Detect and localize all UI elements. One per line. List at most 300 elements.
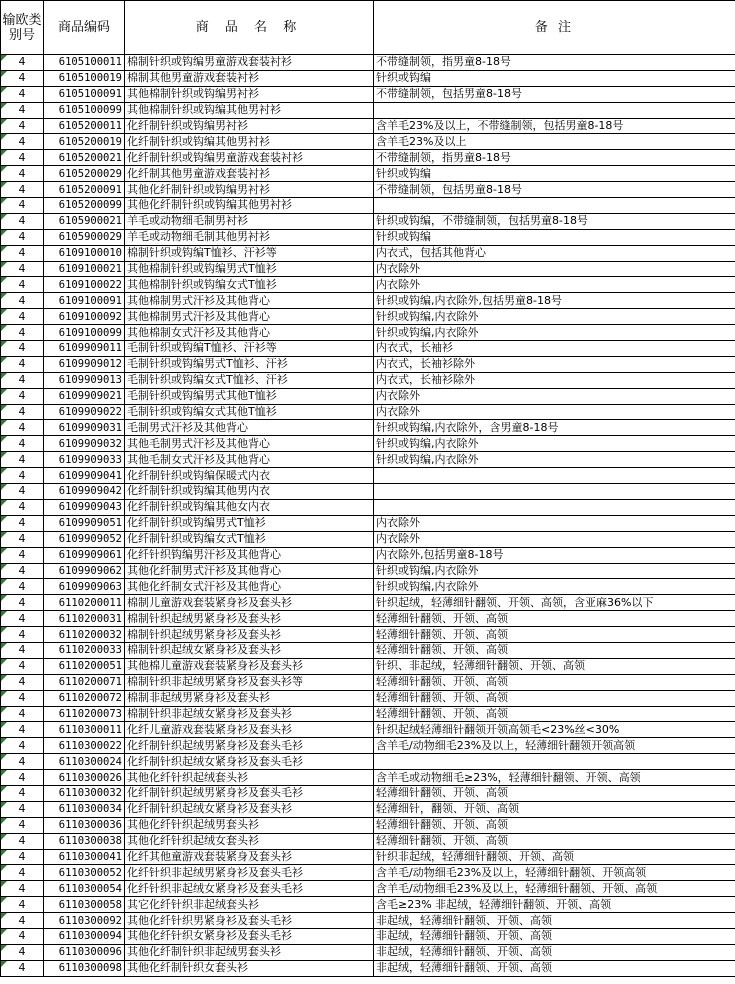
table-row: [1, 611, 735, 627]
category-cell[interactable]: [1, 833, 44, 849]
note-cell[interactable]: 针织或钩编: [374, 70, 735, 86]
name-cell[interactable]: 其他化纤制针织或钩编其他男衬衫: [125, 198, 374, 214]
note-cell[interactable]: [374, 754, 735, 770]
category-cell[interactable]: [1, 118, 44, 134]
name-cell[interactable]: 其他棉制针织或钩编女式T恤衫: [125, 277, 374, 293]
name-cell[interactable]: 毛制男式汗衫及其他背心: [125, 420, 374, 436]
name-cell[interactable]: 其他化纤制针织或钩编男衬衫: [125, 182, 374, 198]
category-cell[interactable]: [1, 770, 44, 786]
name-cell[interactable]: 羊毛或动物细毛制其他男衬衫: [125, 229, 374, 245]
note-cell[interactable]: 内衣式，长袖衫: [374, 341, 735, 357]
category-cell[interactable]: [1, 690, 44, 706]
name-cell[interactable]: 其他化纤针织男紧身衫及套头毛衫: [125, 913, 374, 929]
name-cell[interactable]: 棉制针织起绒男紧身衫及套头衫: [125, 611, 374, 627]
name-cell[interactable]: 化纤针织钩编男汗衫及其他背心: [125, 547, 374, 563]
table-row: [1, 118, 735, 134]
table-row: [1, 86, 735, 102]
code-cell[interactable]: 6109909033: [44, 452, 125, 468]
name-cell[interactable]: 化纤制针织起绒男紧身衫及套头毛衫: [125, 738, 374, 754]
name-cell[interactable]: 化纤其他童游戏套装紧身及套头衫: [125, 849, 374, 865]
name-cell[interactable]: 化纤制针织或钩编男式T恤衫: [125, 515, 374, 531]
note-cell[interactable]: 不带缝制领，包括男童8-18号: [374, 182, 735, 198]
error-indicator-icon: [1, 548, 7, 554]
name-cell[interactable]: 化纤制针织或钩编男衬衫: [125, 118, 374, 134]
category-value: 4: [18, 468, 26, 482]
table-row: [1, 722, 735, 738]
name-cell[interactable]: 化纤制针织或钩编女式T恤衫: [125, 531, 374, 547]
error-indicator-icon: [1, 262, 7, 268]
note-cell[interactable]: 针织起绒轻薄细针翻领开领高领毛<23%丝<30%: [374, 722, 735, 738]
category-value: 4: [18, 865, 26, 879]
error-indicator-icon: [1, 961, 7, 967]
note-cell[interactable]: [374, 484, 735, 500]
name-cell[interactable]: 化纤制针织或钩编其他女内衣: [125, 499, 374, 515]
code-cell[interactable]: 6105900021: [44, 213, 125, 229]
category-cell[interactable]: [1, 356, 44, 372]
category-cell[interactable]: [1, 674, 44, 690]
category-cell[interactable]: [1, 627, 44, 643]
category-value: 4: [18, 849, 26, 863]
name-cell[interactable]: 化纤制针织或钩编其他男内衣: [125, 484, 374, 500]
error-indicator-icon: [1, 786, 7, 792]
category-cell[interactable]: [1, 611, 44, 627]
category-cell[interactable]: [1, 134, 44, 150]
category-cell[interactable]: [1, 722, 44, 738]
note-cell[interactable]: 内衣式，长袖衫除外: [374, 372, 735, 388]
name-cell[interactable]: 棉制儿童游戏套装紧身衫及套头衫: [125, 595, 374, 611]
error-indicator-icon: [1, 611, 7, 617]
category-cell[interactable]: [1, 706, 44, 722]
category-cell[interactable]: [1, 515, 44, 531]
name-cell[interactable]: 其他化纤制针织女套头衫: [125, 960, 374, 976]
name-cell[interactable]: 羊毛或动物细毛制男衬衫: [125, 213, 374, 229]
category-cell[interactable]: [1, 563, 44, 579]
category-value: 4: [18, 436, 26, 450]
name-cell[interactable]: 化纤制针织或钩编男童游戏套装衬衫: [125, 150, 374, 166]
code-cell[interactable]: 6109909021: [44, 388, 125, 404]
note-cell[interactable]: 针织或钩编,内衣除外: [374, 325, 735, 341]
category-value: 4: [18, 818, 26, 832]
error-indicator-icon: [1, 230, 7, 236]
category-cell[interactable]: [1, 55, 44, 71]
name-cell[interactable]: 毛制针织或钩编T恤衫、汗衫等: [125, 341, 374, 357]
name-cell[interactable]: 棉制其他男童游戏套装衬衫: [125, 70, 374, 86]
note-cell[interactable]: 针织或钩编,内衣除外: [374, 309, 735, 325]
code-cell[interactable]: 6110300096: [44, 944, 125, 960]
name-cell[interactable]: 其他棉制女式汗衫及其他背心: [125, 325, 374, 341]
error-indicator-icon: [1, 500, 7, 506]
note-cell[interactable]: 含毛≥23% 非起绒，轻薄细针翻领、开领、高领: [374, 897, 735, 913]
category-cell[interactable]: [1, 436, 44, 452]
code-cell[interactable]: 6105200019: [44, 134, 125, 150]
name-cell[interactable]: 其他棉制男式汗衫及其他背心: [125, 309, 374, 325]
code-cell[interactable]: 6110300034: [44, 801, 125, 817]
error-indicator-icon: [1, 834, 7, 840]
category-value: 4: [18, 373, 26, 387]
table-row: [1, 563, 735, 579]
category-cell[interactable]: [1, 913, 44, 929]
name-cell[interactable]: 棉制针织或钩编男童游戏套装衬衫: [125, 55, 374, 71]
category-value: 4: [18, 659, 26, 673]
category-value: 4: [18, 293, 26, 307]
category-value: 4: [18, 754, 26, 768]
code-cell[interactable]: 6105100019: [44, 70, 125, 86]
note-cell[interactable]: 针织或钩编: [374, 229, 735, 245]
code-cell[interactable]: 6110300058: [44, 897, 125, 913]
note-cell[interactable]: 不带缝制领，包括男童8-18号: [374, 86, 735, 102]
code-cell[interactable]: 6109100022: [44, 277, 125, 293]
category-cell[interactable]: [1, 166, 44, 182]
category-cell[interactable]: [1, 261, 44, 277]
name-cell[interactable]: 其他毛制女式汗衫及其他背心: [125, 452, 374, 468]
code-cell[interactable]: 6109909042: [44, 484, 125, 500]
name-cell[interactable]: 其他化纤针织起绒女套头衫: [125, 833, 374, 849]
table-row: [1, 881, 735, 897]
note-cell[interactable]: 针织、非起绒，轻薄细针翻领、开领、高领: [374, 658, 735, 674]
table-row: [1, 849, 735, 865]
code-cell[interactable]: 6109909011: [44, 341, 125, 357]
table-row: [1, 182, 735, 198]
code-cell[interactable]: 6110300011: [44, 722, 125, 738]
category-cell[interactable]: [1, 325, 44, 341]
code-cell[interactable]: 6110300041: [44, 849, 125, 865]
name-cell[interactable]: 化纤制针织起绒女紧身衫及套头衫: [125, 801, 374, 817]
note-cell[interactable]: 内衣除外: [374, 261, 735, 277]
code-cell[interactable]: 6109909051: [44, 515, 125, 531]
note-cell[interactable]: 内衣式，包括其他背心: [374, 245, 735, 261]
error-indicator-icon: [1, 850, 7, 856]
name-cell[interactable]: 其他化纤针织起绒套头衫: [125, 770, 374, 786]
error-indicator-icon: [1, 945, 7, 951]
code-cell[interactable]: 6109909062: [44, 563, 125, 579]
table-body: [1, 55, 735, 977]
name-cell[interactable]: 化纤制针织起绒男紧身衫及套头毛衫: [125, 785, 374, 801]
category-cell[interactable]: [1, 182, 44, 198]
code-cell[interactable]: 6110200031: [44, 611, 125, 627]
note-cell[interactable]: 轻薄细针翻领、开领、高领: [374, 833, 735, 849]
code-cell[interactable]: 6110300094: [44, 928, 125, 944]
code-cell[interactable]: 6105200011: [44, 118, 125, 134]
table-row: [1, 531, 735, 547]
note-cell[interactable]: [374, 499, 735, 515]
category-cell[interactable]: [1, 388, 44, 404]
category-cell[interactable]: [1, 579, 44, 595]
error-indicator-icon: [1, 738, 7, 744]
note-cell[interactable]: 含羊毛/动物细毛23%及以上，轻薄细针翻领开领高领: [374, 738, 735, 754]
code-cell[interactable]: 6105200029: [44, 166, 125, 182]
table-row: [1, 706, 735, 722]
error-indicator-icon: [1, 436, 7, 442]
note-cell[interactable]: 轻薄细针，翻领、开领、高领: [374, 801, 735, 817]
category-cell[interactable]: [1, 309, 44, 325]
note-cell[interactable]: 非起绒，轻薄细针翻领、开领、高领: [374, 960, 735, 976]
name-cell[interactable]: 化纤针织非起绒男紧身衫及套头毛衫: [125, 865, 374, 881]
error-indicator-icon: [1, 134, 7, 140]
code-cell[interactable]: 6110300052: [44, 865, 125, 881]
category-value: 4: [18, 341, 26, 355]
category-cell[interactable]: [1, 754, 44, 770]
category-value: 4: [18, 198, 26, 212]
error-indicator-icon: [1, 389, 7, 395]
code-cell[interactable]: 6110300092: [44, 913, 125, 929]
name-cell[interactable]: 棉制非起绒男紧身衫及套头衫: [125, 690, 374, 706]
code-cell[interactable]: 6110300022: [44, 738, 125, 754]
error-indicator-icon: [1, 818, 7, 824]
name-cell[interactable]: 化纤制针织起绒女紧身衫及套头毛衫: [125, 754, 374, 770]
note-cell[interactable]: 非起绒，轻薄细针翻领、开领、高领: [374, 944, 735, 960]
name-cell[interactable]: 棉制针织非起绒女紧身衫及套头衫: [125, 706, 374, 722]
code-cell[interactable]: 6105100091: [44, 86, 125, 102]
code-cell[interactable]: 6110200071: [44, 674, 125, 690]
category-value: 4: [18, 897, 26, 911]
table-row: [1, 293, 735, 309]
name-cell[interactable]: 棉制针织或钩编T恤衫、汗衫等: [125, 245, 374, 261]
category-cell[interactable]: [1, 102, 44, 118]
code-cell[interactable]: 6109909031: [44, 420, 125, 436]
name-cell[interactable]: 化纤制针织或钩编其他男衬衫: [125, 134, 374, 150]
category-cell[interactable]: [1, 420, 44, 436]
category-value: 4: [18, 579, 26, 593]
category-cell[interactable]: [1, 547, 44, 563]
error-indicator-icon: [1, 802, 7, 808]
note-cell[interactable]: [374, 102, 735, 118]
category-cell[interactable]: [1, 499, 44, 515]
note-cell[interactable]: 内衣除外: [374, 277, 735, 293]
note-cell[interactable]: 轻薄细针翻领、开领、高领: [374, 785, 735, 801]
name-cell[interactable]: 其他棉儿童游戏套装紧身衫及套头衫: [125, 658, 374, 674]
name-cell[interactable]: 其他化纤制男式汗衫及其他背心: [125, 563, 374, 579]
category-cell[interactable]: [1, 531, 44, 547]
category-cell[interactable]: [1, 881, 44, 897]
note-cell[interactable]: [374, 468, 735, 484]
header-category[interactable]: 输欧类别号: [1, 1, 44, 55]
error-indicator-icon: [1, 564, 7, 570]
code-cell[interactable]: 6109100092: [44, 309, 125, 325]
code-cell[interactable]: 6105200091: [44, 182, 125, 198]
error-indicator-icon: [1, 55, 7, 61]
category-cell[interactable]: [1, 897, 44, 913]
error-indicator-icon: [1, 166, 7, 172]
name-cell[interactable]: 其他化纤针织起绒男套头衫: [125, 817, 374, 833]
name-cell[interactable]: 化纤针织非起绒女紧身衫及套头毛衫: [125, 881, 374, 897]
name-cell[interactable]: 其他化纤制女式汗衫及其他背心: [125, 579, 374, 595]
code-cell[interactable]: 6110300036: [44, 817, 125, 833]
error-indicator-icon: [1, 532, 7, 538]
name-cell[interactable]: 其他棉制男式汗衫及其他背心: [125, 293, 374, 309]
category-cell[interactable]: [1, 70, 44, 86]
note-cell[interactable]: 含羊毛23%及以上: [374, 134, 735, 150]
note-cell[interactable]: 针织或钩编,内衣除外,包括男童8-18号: [374, 293, 735, 309]
category-cell[interactable]: [1, 198, 44, 214]
category-cell[interactable]: [1, 404, 44, 420]
name-cell[interactable]: 棉制针织非起绒男紧身衫及套头衫等: [125, 674, 374, 690]
code-cell[interactable]: 6109909063: [44, 579, 125, 595]
category-cell[interactable]: [1, 928, 44, 944]
note-cell[interactable]: 含羊毛23%及以上，不带缝制领，包括男童8-18号: [374, 118, 735, 134]
code-cell[interactable]: 6105200099: [44, 198, 125, 214]
name-cell[interactable]: 毛制针织或钩编女式其他T恤衫: [125, 404, 374, 420]
note-cell[interactable]: 含羊毛或动物细毛≥23%，轻薄细针翻领、开领、高领: [374, 770, 735, 786]
name-cell[interactable]: 毛制针织或钩编男式T恤衫、汗衫: [125, 356, 374, 372]
note-cell[interactable]: 针织起绒，轻薄细针翻领、开领、高领，含亚麻36%以下: [374, 595, 735, 611]
category-cell[interactable]: [1, 468, 44, 484]
code-cell[interactable]: 6105200021: [44, 150, 125, 166]
code-cell[interactable]: 6110200073: [44, 706, 125, 722]
header-name[interactable]: 商 品 名 称: [125, 1, 374, 55]
code-cell[interactable]: 6109909052: [44, 531, 125, 547]
category-cell[interactable]: [1, 658, 44, 674]
note-cell[interactable]: 内衣除外: [374, 515, 735, 531]
category-value: 4: [18, 71, 26, 85]
error-indicator-icon: [1, 913, 7, 919]
code-cell[interactable]: 6110300032: [44, 785, 125, 801]
table-row: [1, 341, 735, 357]
code-cell[interactable]: 6109909061: [44, 547, 125, 563]
name-cell[interactable]: 其他化纤针织女紧身衫及套头毛衫: [125, 928, 374, 944]
note-cell[interactable]: 含羊毛/动物细毛23%及以上，轻薄细针翻领、开领高领: [374, 865, 735, 881]
name-cell[interactable]: 毛制针织或钩编女式T恤衫、汗衫: [125, 372, 374, 388]
name-cell[interactable]: 棉制针织起绒女紧身衫及套头衫: [125, 642, 374, 658]
name-cell[interactable]: 其它化纤针织非起绒套头衫: [125, 897, 374, 913]
note-cell[interactable]: 内衣除外: [374, 531, 735, 547]
note-cell[interactable]: 含羊毛/动物细毛23%及以上，轻薄细针翻领、开领、高领: [374, 881, 735, 897]
code-cell[interactable]: 6110200032: [44, 627, 125, 643]
code-cell[interactable]: 6105100099: [44, 102, 125, 118]
table-row: [1, 198, 735, 214]
category-cell[interactable]: [1, 865, 44, 881]
header-code[interactable]: 商品编码: [44, 1, 125, 55]
note-cell[interactable]: 轻薄细针翻领、开领、高领: [374, 690, 735, 706]
code-cell[interactable]: 6109100021: [44, 261, 125, 277]
error-indicator-icon: [1, 722, 7, 728]
code-cell[interactable]: 6110300038: [44, 833, 125, 849]
category-cell[interactable]: [1, 372, 44, 388]
category-cell[interactable]: [1, 150, 44, 166]
note-cell[interactable]: 轻薄细针翻领、开领、高领: [374, 611, 735, 627]
code-cell[interactable]: 6109100091: [44, 293, 125, 309]
category-value: 4: [18, 150, 26, 164]
category-cell[interactable]: [1, 245, 44, 261]
category-value: 4: [18, 214, 26, 228]
code-cell[interactable]: 6110300026: [44, 770, 125, 786]
note-cell[interactable]: 轻薄细针翻领、开领、高领: [374, 817, 735, 833]
table-row: [1, 738, 735, 754]
table-header: [1, 1, 735, 55]
table-row: [1, 928, 735, 944]
error-indicator-icon: [1, 881, 7, 887]
header-note[interactable]: 备 注: [374, 1, 735, 55]
table-row: [1, 913, 735, 929]
name-cell[interactable]: 其他化纤制针织非起绒男套头衫: [125, 944, 374, 960]
category-cell[interactable]: [1, 642, 44, 658]
name-cell[interactable]: 其他毛制男式汗衫及其他背心: [125, 436, 374, 452]
note-cell[interactable]: 针织或钩编,内衣除外: [374, 452, 735, 468]
name-cell[interactable]: 化纤儿童游戏套装紧身衫及套头衫: [125, 722, 374, 738]
code-cell[interactable]: 6110300024: [44, 754, 125, 770]
category-value: 4: [18, 722, 26, 736]
category-cell[interactable]: [1, 86, 44, 102]
table-row: [1, 134, 735, 150]
note-cell[interactable]: 针织或钩编: [374, 166, 735, 182]
code-cell[interactable]: 6109100010: [44, 245, 125, 261]
note-cell[interactable]: 针织或钩编,内衣除外: [374, 563, 735, 579]
name-cell[interactable]: 其他棉制针织或钩编其他男衬衫: [125, 102, 374, 118]
code-cell[interactable]: 6110200011: [44, 595, 125, 611]
note-cell[interactable]: 轻薄细针翻领、开领、高领: [374, 627, 735, 643]
code-cell[interactable]: 6110300098: [44, 960, 125, 976]
category-cell[interactable]: [1, 213, 44, 229]
note-cell[interactable]: 内衣除外: [374, 388, 735, 404]
note-cell[interactable]: 针织或钩编,内衣除外: [374, 436, 735, 452]
code-cell[interactable]: 6109909012: [44, 356, 125, 372]
name-cell[interactable]: 棉制针织起绒男紧身衫及套头衫: [125, 627, 374, 643]
note-cell[interactable]: 非起绒，轻薄细针翻领、开领、高领: [374, 928, 735, 944]
category-cell[interactable]: [1, 817, 44, 833]
category-cell[interactable]: [1, 293, 44, 309]
code-cell[interactable]: 6109909041: [44, 468, 125, 484]
code-cell[interactable]: 6105900029: [44, 229, 125, 245]
code-cell[interactable]: 6110300054: [44, 881, 125, 897]
note-cell[interactable]: 针织或钩编,内衣除外，含男童8-18号: [374, 420, 735, 436]
category-cell[interactable]: [1, 452, 44, 468]
code-cell[interactable]: 6109909043: [44, 499, 125, 515]
code-cell[interactable]: 6110200033: [44, 642, 125, 658]
error-indicator-icon: [1, 87, 7, 93]
code-cell[interactable]: 6110200051: [44, 658, 125, 674]
note-cell[interactable]: 非起绒，轻薄细针翻领、开领、高领: [374, 913, 735, 929]
code-cell[interactable]: 6109909013: [44, 372, 125, 388]
category-cell[interactable]: [1, 801, 44, 817]
note-cell[interactable]: 内衣除外: [374, 404, 735, 420]
note-cell[interactable]: 不带缝制领，指男童8-18号: [374, 150, 735, 166]
name-cell[interactable]: 其他棉制针织或钩编男式T恤衫: [125, 261, 374, 277]
note-cell[interactable]: 内衣除外,包括男童8-18号: [374, 547, 735, 563]
note-cell[interactable]: 针织非起绒，轻薄细针翻领、开领、高领: [374, 849, 735, 865]
code-cell[interactable]: 6109909022: [44, 404, 125, 420]
note-cell[interactable]: 轻薄细针翻领、开领、高领: [374, 642, 735, 658]
code-cell[interactable]: 6109100099: [44, 325, 125, 341]
error-indicator-icon: [1, 627, 7, 633]
category-cell[interactable]: [1, 738, 44, 754]
category-cell[interactable]: [1, 341, 44, 357]
category-cell[interactable]: [1, 484, 44, 500]
name-cell[interactable]: 其他棉制针织或钩编男衬衫: [125, 86, 374, 102]
name-cell[interactable]: 化纤制其他男童游戏套装衬衫: [125, 166, 374, 182]
note-cell[interactable]: 内衣式，长袖衫除外: [374, 356, 735, 372]
category-cell[interactable]: [1, 849, 44, 865]
note-cell[interactable]: [374, 198, 735, 214]
name-cell[interactable]: 化纤制针织或钩编保暖式内衣: [125, 468, 374, 484]
name-cell[interactable]: 毛制针织或钩编男式其他T恤衫: [125, 388, 374, 404]
category-cell[interactable]: [1, 229, 44, 245]
code-cell[interactable]: 6110200072: [44, 690, 125, 706]
category-cell[interactable]: [1, 595, 44, 611]
note-cell[interactable]: 针织或钩编,内衣除外: [374, 579, 735, 595]
note-cell[interactable]: 轻薄细针翻领、开领、高领: [374, 674, 735, 690]
category-cell[interactable]: [1, 960, 44, 976]
note-cell[interactable]: 针织或钩编，不带缝制领，包括男童8-18号: [374, 213, 735, 229]
category-value: 4: [18, 262, 26, 276]
note-cell[interactable]: 不带缝制领，指男童8-18号: [374, 55, 735, 71]
category-cell[interactable]: [1, 944, 44, 960]
error-indicator-icon: [1, 277, 7, 283]
code-cell[interactable]: 6105100011: [44, 55, 125, 71]
category-cell[interactable]: [1, 277, 44, 293]
code-cell[interactable]: 6109909032: [44, 436, 125, 452]
note-cell[interactable]: 轻薄细针翻领、开领、高领: [374, 706, 735, 722]
category-value: 4: [18, 611, 26, 625]
category-cell[interactable]: [1, 785, 44, 801]
